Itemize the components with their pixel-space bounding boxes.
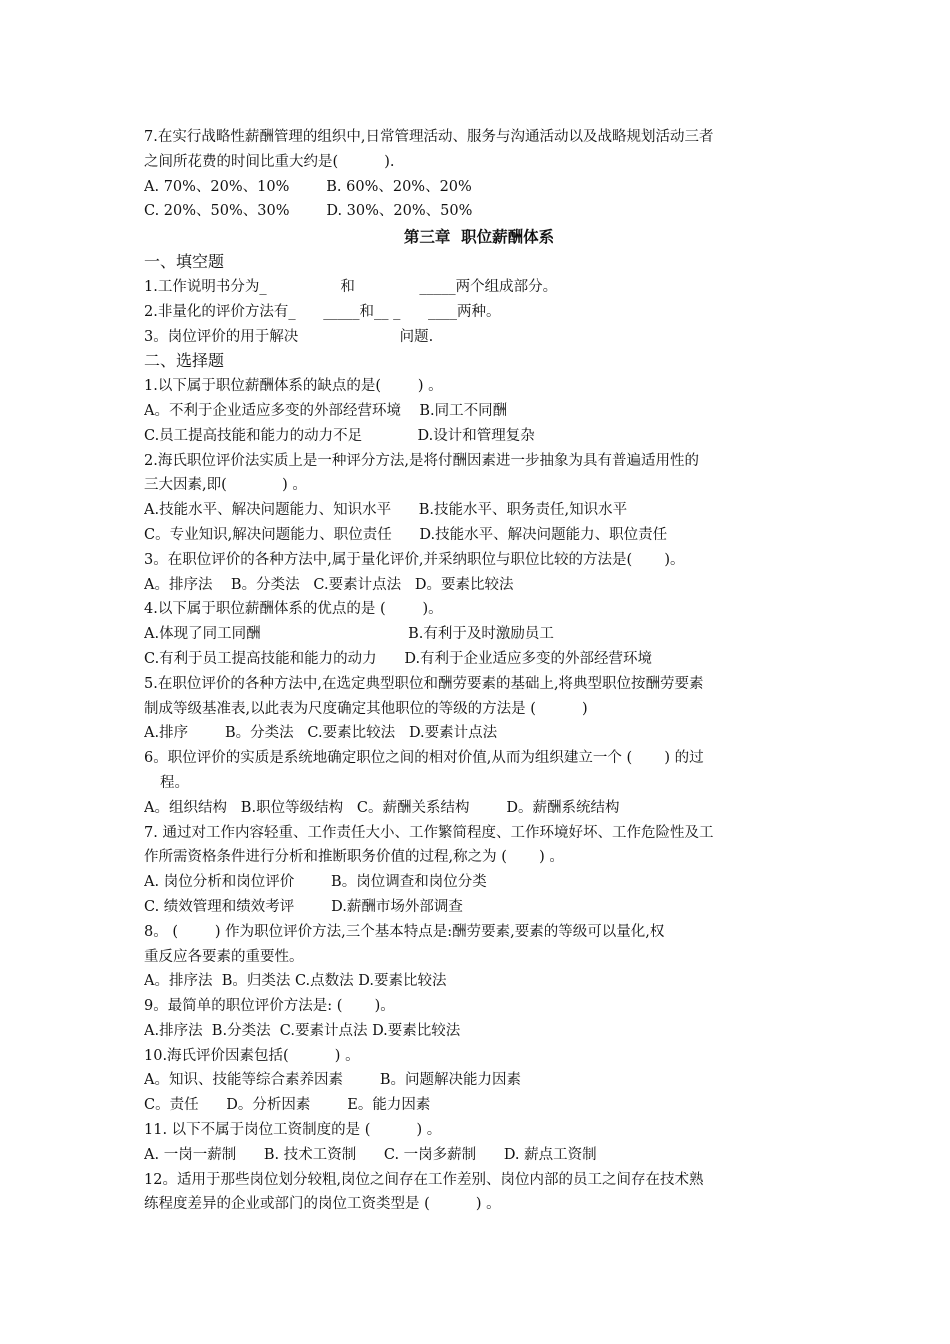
section-heading-fill-in: 一、填空题: [144, 252, 225, 272]
choice-question-8-options: A。排序法 B。归类法 C.点数法 D.要素比较法: [144, 973, 447, 990]
choice-question-3: 3。在职位评价的各种方法中,属于量化评价,并采纳职位与职位比较的方法是( )。: [144, 551, 685, 568]
choice-question-2-options-ab: A.技能水平、解决问题能力、知识水平 B.技能水平、职务责任,知识水平: [144, 502, 628, 519]
choice-question-5-options: A.排序 B。分类法 C.要素比较法 D.要素计点法: [144, 725, 498, 742]
fill-question-3: 3。岗位评价的用于解决 问题.: [144, 328, 434, 345]
choice-question-2: 2.海氏职位评价法实质上是一种评分方法,是将付酬因素进一步抽象为具有普遍适用性的: [144, 452, 699, 469]
choice-question-12-cont: 练程度差异的企业或部门的岗位工资类型是 ( ) 。: [144, 1196, 501, 1213]
choice-question-1-options-ab: A。不利于企业适应多变的外部经营环境 B.同工不同酬: [144, 402, 508, 419]
choice-question-3-options: A。排序法 B。分类法 C.要素计点法 D。要素比较法: [144, 576, 514, 593]
choice-question-9: 9。最简单的职位评价方法是: ( )。: [144, 998, 395, 1015]
choice-question-8-cont: 重反应各要素的重要性。: [144, 948, 304, 965]
choice-question-7-cont: 作所需资格条件进行分析和推断职务价值的过程,称之为 ( ) 。: [144, 849, 564, 866]
choice-question-4-options-ab: A.体现了同工同酬 B.有利于及时激励员工: [144, 626, 554, 643]
choice-question-4-options-cd: C.有利于员工提高技能和能力的动力 D.有利于企业适应多变的外部经营环境: [144, 650, 653, 667]
choice-question-6-cont: 程。: [160, 774, 189, 791]
fill-question-1: 1.工作说明书分为_ 和 _____两个组成部分。: [144, 278, 558, 295]
choice-question-8: 8。 ( ) 作为职位评价方法,三个基本特点是:酬劳要素,要素的等级可以量化,权: [144, 923, 665, 940]
choice-question-4: 4.以下属于职位薪酬体系的优点的是 ( )。: [144, 601, 443, 618]
fill-question-2: 2.非量化的评价方法有_ _____和__ _ ____两种。: [144, 303, 501, 320]
choice-question-9-options: A.排序法 B.分类法 C.要素计点法 D.要素比较法: [144, 1022, 461, 1039]
choice-question-11-options: A. 一岗一薪制 B. 技术工资制 C. 一岗多薪制 D. 薪点工资制: [144, 1146, 597, 1163]
choice-question-2-cont: 三大因素,即( ) 。: [144, 477, 307, 494]
choice-question-1: 1.以下属于职位薪酬体系的缺点的是( ) 。: [144, 378, 443, 395]
document-page: [144, 125, 814, 1217]
choice-question-2-options-cd: C。专业知识,解决问题能力、职位责任 D.技能水平、解决问题能力、职位责任: [144, 526, 668, 543]
question-7-options-cd: C. 20%、50%、30% D. 30%、20%、50%: [144, 203, 473, 220]
choice-question-7: 7. 通过对工作内容轻重、工作责任大小、工作繁简程度、工作环境好坏、工作危险性及工: [144, 824, 714, 841]
chapter-title: 第三章 职位薪酬体系: [403, 228, 555, 247]
question-7-stem: 7.在实行战略性薪酬管理的组织中,日常管理活动、服务与沟通活动以及战略规划活动三者: [144, 129, 714, 145]
question-7-options-ab: A. 70%、20%、10% B. 60%、20%、20%: [144, 178, 472, 195]
choice-question-7-options-ab: A. 岗位分析和岗位评价 B。岗位调查和岗位分类: [144, 874, 487, 891]
choice-question-6: 6。职位评价的实质是系统地确定职位之间的相对价值,从而为组织建立一个 ( ) 的过: [144, 750, 704, 767]
choice-question-10: 10.海氏评价因素包括( ) 。: [144, 1047, 360, 1064]
choice-question-1-options-cd: C.员工提高技能和能力的动力不足 D.设计和管理复杂: [144, 427, 535, 444]
section-heading-choice: 二、选择题: [144, 351, 225, 371]
choice-question-11: 11. 以下不属于岗位工资制度的是 ( ) 。: [144, 1122, 442, 1139]
choice-question-7-options-cd: C. 绩效管理和绩效考评 D.薪酬市场外部调查: [144, 898, 463, 915]
choice-question-5-cont: 制成等级基准表,以此表为尺度确定其他职位的等级的方法是 ( ): [144, 700, 588, 717]
choice-question-6-options: A。组织结构 B.职位等级结构 C。薪酬关系结构 D。薪酬系统结构: [144, 799, 620, 816]
choice-question-10-options-cde: C。责任 D。分析因素 E。能力因素: [144, 1097, 431, 1114]
choice-question-10-options-ab: A。知识、技能等综合素养因素 B。问题解决能力因素: [144, 1072, 521, 1089]
choice-question-12: 12。适用于那些岗位划分较粗,岗位之间存在工作差别、岗位内部的员工之间存在技术熟: [144, 1171, 704, 1188]
question-7-stem-cont: 之间所花费的时间比重大约是( ).: [144, 153, 395, 170]
choice-question-5: 5.在职位评价的各种方法中,在选定典型职位和酬劳要素的基础上,将典型职位按酬劳要素: [144, 675, 704, 692]
